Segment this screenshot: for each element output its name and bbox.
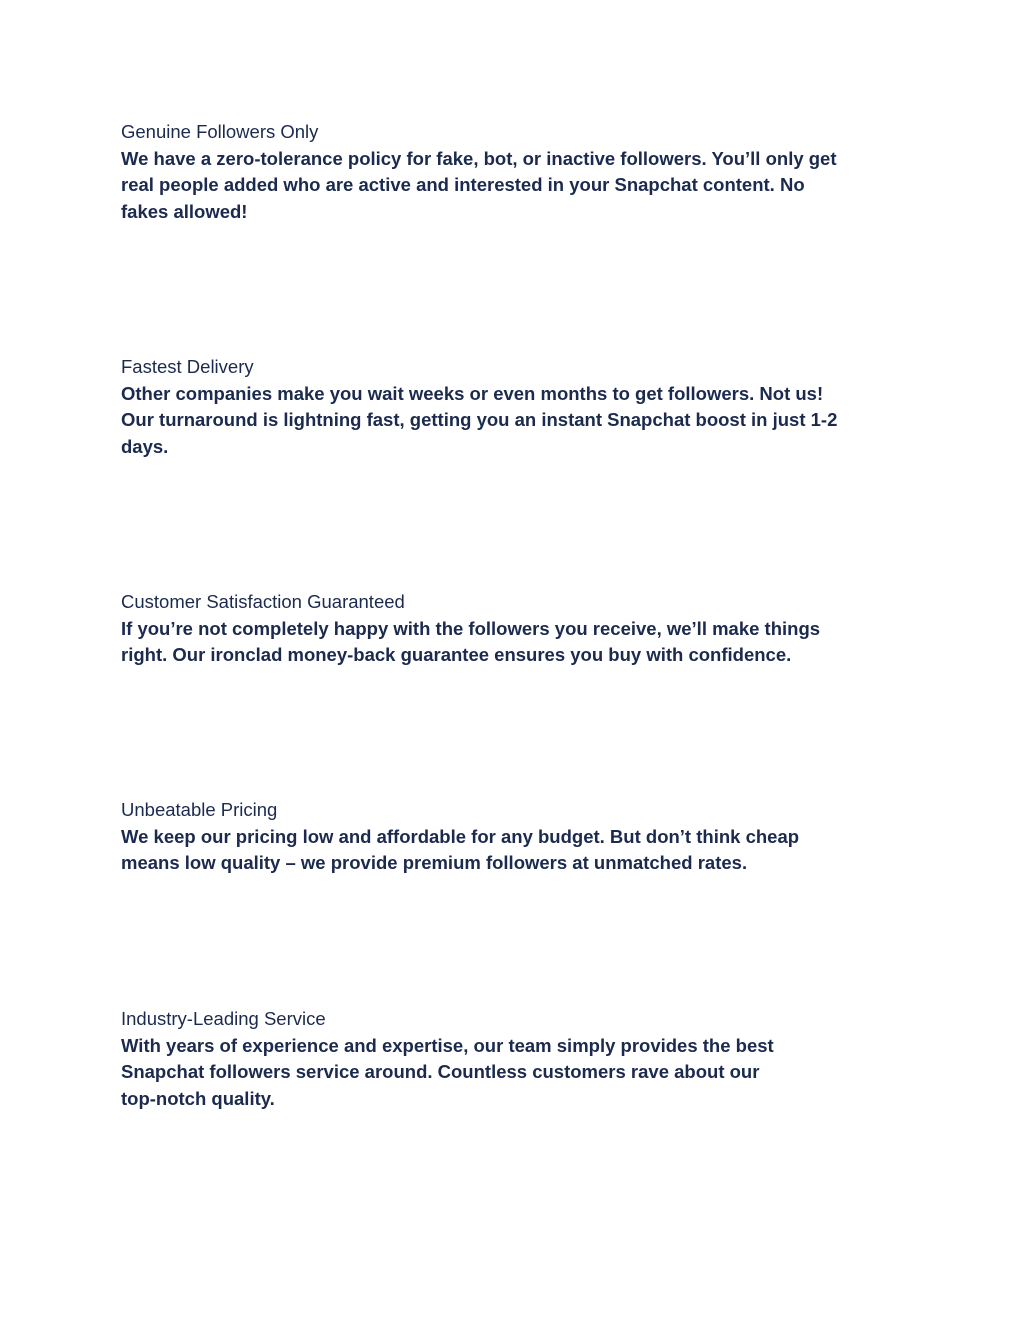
- section-body: We have a zero-tolerance policy for fake, bot, or inactive followers. You’ll only get real people added who are active and interested in your Snapchat content. No fakes allowed!: [121, 147, 837, 222]
- section-heading: Fastest Delivery: [121, 356, 254, 377]
- section-unbeatable-pricing: [121, 797, 911, 877]
- section-heading: Customer Satisfaction Guaranteed: [121, 591, 405, 612]
- section-industry-leading-service: [121, 1006, 911, 1112]
- section-body: We keep our pricing low and affordable for any budget. But don’t think cheap means low quality – we provide premium followers at unmatched rates.: [121, 825, 800, 874]
- section-heading: Unbeatable Pricing: [121, 799, 278, 820]
- section-body: If you’re not completely happy with the followers you receive, we’ll make things right. Our ironclad money-back guarantee ensures you buy with confidence.: [121, 617, 821, 666]
- section-genuine-followers: [121, 119, 911, 225]
- section-customer-satisfaction: [121, 589, 911, 669]
- section-body: Other companies make you wait weeks or even months to get followers. Not us! Our turnaround is lightning fast, getting you an instant Snapchat boost in just 1-2 days.: [121, 382, 838, 457]
- section-heading: Genuine Followers Only: [121, 121, 319, 142]
- section-body: With years of experience and expertise, our team simply provides the best Snapchat followers service around. Countless customers rave about our top-notch quality.: [121, 1034, 774, 1109]
- section-fastest-delivery: [121, 354, 911, 460]
- section-heading: Industry-Leading Service: [121, 1008, 326, 1029]
